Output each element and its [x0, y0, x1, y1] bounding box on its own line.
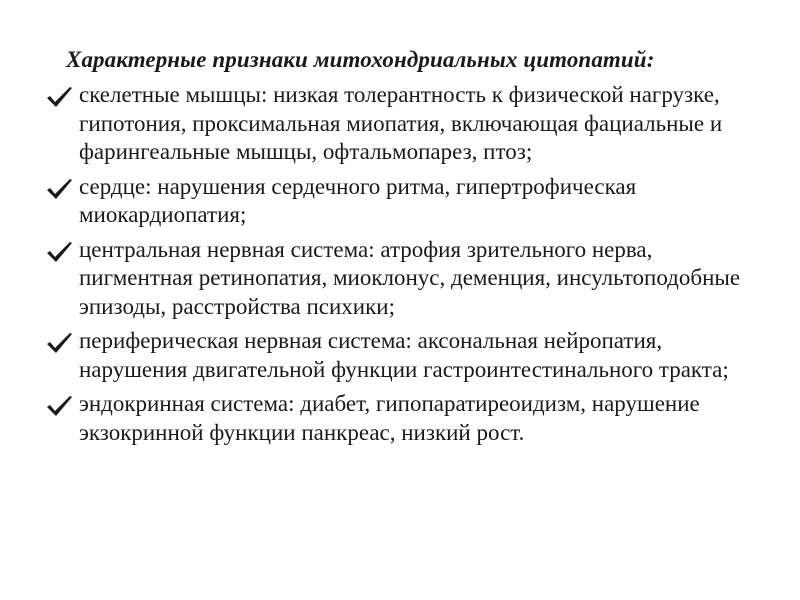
checkmark-icon — [46, 332, 74, 354]
list-item — [0, 236, 800, 322]
list-item-text: центральная нервная система: атрофия зрительного нерва, пигментная ретинопатия, миоклонус, деменция, инсультоподобные эпизоды, расстройства психики; — [79, 236, 741, 319]
list-item-text: периферическая нервная система: аксональная нейропатия, нарушения двигательной функции гастроинтестинального тракта; — [79, 328, 729, 382]
list-item — [0, 390, 800, 447]
list-item — [0, 81, 800, 167]
list-item-text: скелетные мышцы: низкая толерантность к физической нагрузке, гипотония, проксимальная миопатия, включающая фациальные и фарингеальные мышцы, офтальмопарез, птоз; — [79, 82, 723, 164]
checkmark-icon — [46, 178, 74, 200]
list-item-text: сердце: нарушения сердечного ритма, гипертрофическая миокардиопатия; — [79, 173, 637, 227]
slide-title: Характерные признаки митохондриальных цитопатий: — [66, 47, 655, 72]
checkmark-icon — [46, 241, 74, 263]
list-item — [0, 327, 800, 384]
symptom-list — [0, 81, 800, 447]
checkmark-icon — [46, 395, 74, 417]
list-item — [0, 173, 800, 230]
checkmark-icon — [46, 86, 74, 108]
list-item-text: эндокринная система: диабет, гипопаратиреоидизм, нарушение экзокринной функции панкреас, низкий рост. — [79, 391, 700, 445]
